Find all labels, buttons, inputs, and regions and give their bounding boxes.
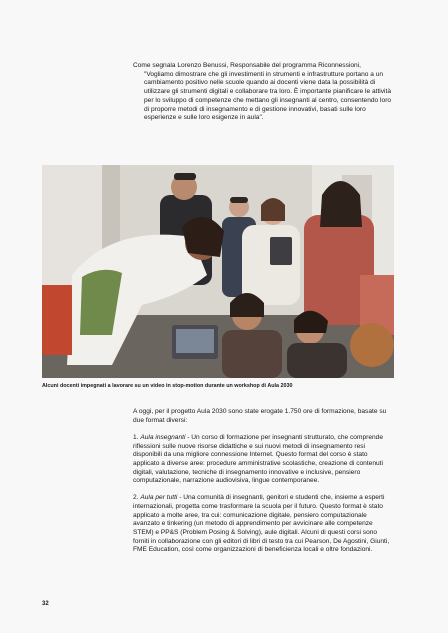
format-item-2-number: 2. <box>133 494 141 502</box>
body-text <box>133 408 395 564</box>
workshop-photo-illustration <box>42 165 394 378</box>
format-item-1-text: - Un corso di formazione per insegnanti strutturato, che comprende riflessioni sulle nuove risorse didattiche e sui nuovi metodi di insegnamento resi disponibili da una migliore connessione Internet. Questo format del corso è stato applicato a diverse aree: procedure amministrative scolastiche, creazione di contenuti digitali, valutazione, tecniche di insegnamento innovative e inclusive, pensiero computazionale, narrazione audiovisiva, lingue contemporanee. <box>133 433 383 485</box>
workshop-photo <box>42 165 394 378</box>
format-item-1-title: Aula insegnanti <box>140 433 186 441</box>
intro-quote: "Vogliamo dimostrare che gli investimenti in strumenti e infrastrutture portano a un cambiamento positivo nelle scuole quando ai docenti viene data la possibilità di utilizzare gli strumenti digitali e collaborare tra loro. È importante pianificare le attività per lo sviluppo di competenze che mettano gli insegnanti al centro, consentendo loro di proporre metodi di insegnamento e di gestione innovativi, basati sulle loro esperienze e sulle loro esigenze in aula". <box>144 70 392 122</box>
photo-caption: Alcuni docenti impegnati a lavorare su un video in stop-motion durante un workshop di Aula 2030 <box>42 383 293 389</box>
body-paragraph-intro: A oggi, per il progetto Aula 2030 sono state erogate 1.750 ore di formazione, basate su due format diversi: <box>133 408 387 424</box>
format-item-1-number: 1. <box>133 433 141 441</box>
intro-block <box>133 62 395 123</box>
format-item-2 <box>133 494 395 555</box>
intro-lead: Come segnala Lorenzo Benussi, Responsabile del programma Riconnessioni, <box>133 62 361 69</box>
page-number: 32 <box>42 601 49 607</box>
format-item-2-text: - Una comunità di insegnanti, genitori e studenti che, insieme a esperti internazionali, progetta come trasformare la scuola per il futuro. Questo format è stato applicato a molte aree, tra cui: comunicazione digitale, pensiero computazionale avanzato e tinkering (un metodo di apprendimento per avvicinare alle competenze STEM) e PP&S (Problem Posing & Solving), aule digitali. Alcuni di questi corsi sono forniti in collaborazione con gli editori di libri di testo tra cui Pearson, De Agostini, Giunti, FME Education, così come organizzazioni di beneficienza locali e oltre fondazioni. <box>133 494 390 554</box>
format-item-2-title: Aula per tutti <box>140 494 178 502</box>
format-item-1 <box>133 434 395 486</box>
